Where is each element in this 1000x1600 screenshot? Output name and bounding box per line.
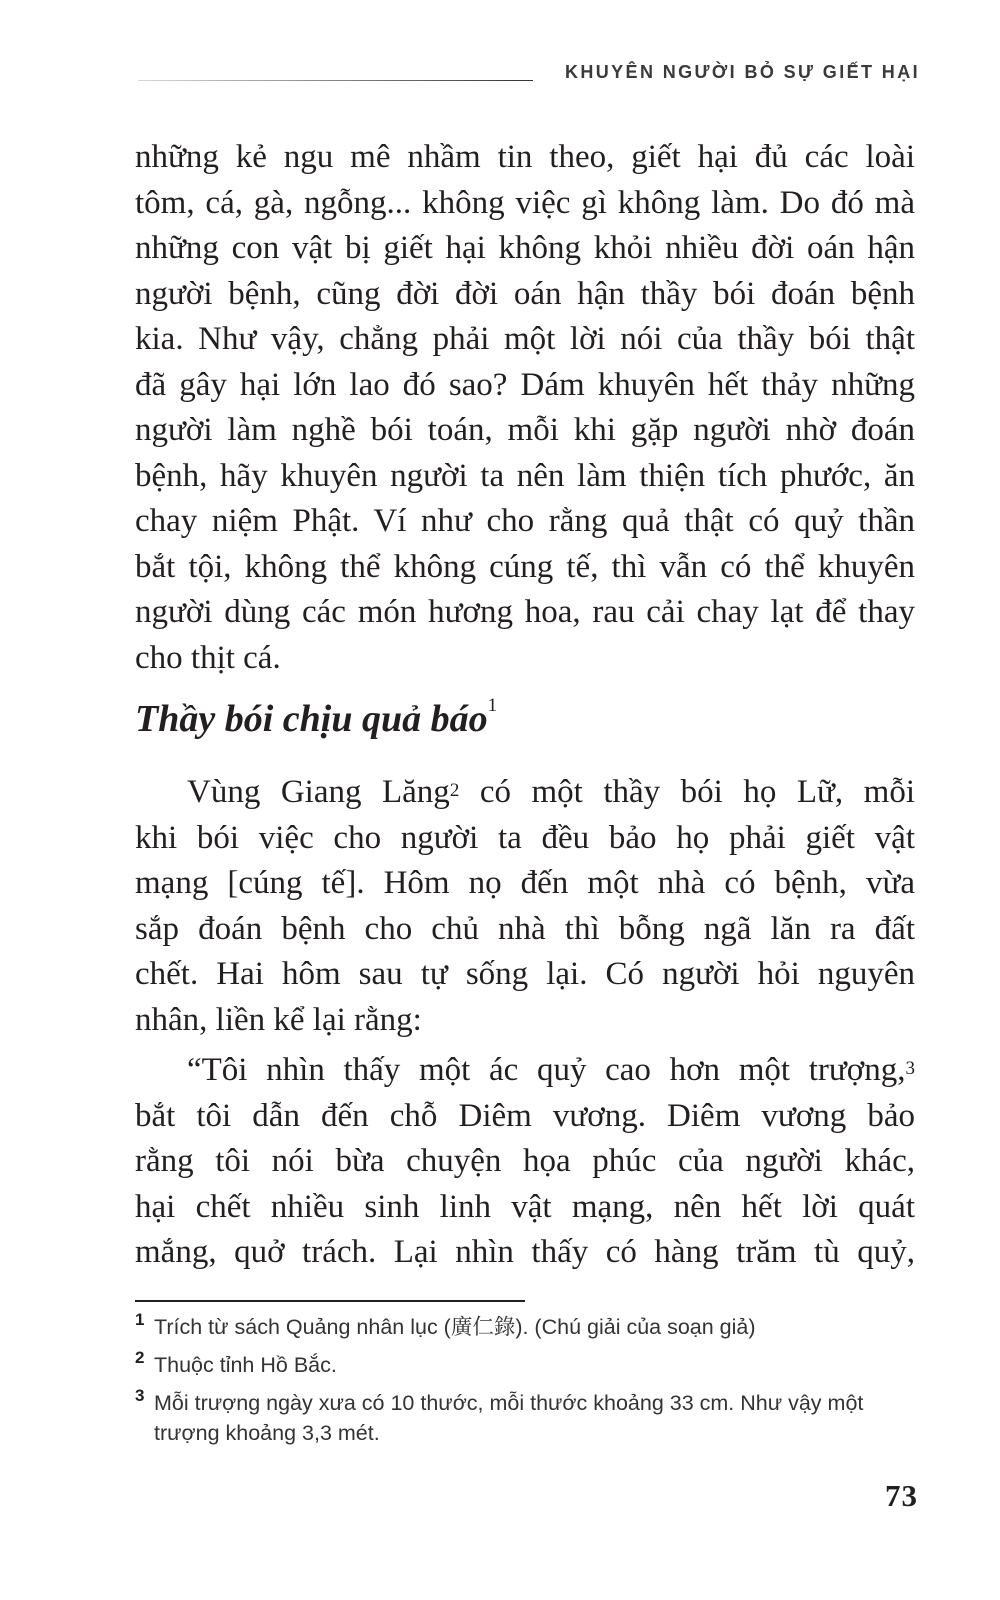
text-line: người bệnh, cũng đời đời oán hận thầy bói đoán bệnh: [135, 275, 915, 312]
heading-text: Thầy bói chịu quả báo: [135, 698, 488, 740]
footnote-number: 2: [135, 1348, 145, 1367]
text-line: người dùng các món hương hoa, rau cải chay lạt để thay: [135, 594, 915, 630]
text-line: những kẻ ngu mê nhầm tin theo, giết hại đủ các loài: [135, 139, 915, 175]
running-header: [138, 62, 920, 90]
page-number: 73: [885, 1478, 918, 1513]
text-line: khi bói việc cho người ta đều bảo họ phải giết vật: [135, 819, 915, 856]
paragraph-1: [135, 135, 915, 681]
text-fragment: “Tôi nhìn thấy một ác quỷ cao hơn một trượng,: [187, 1052, 906, 1088]
footnote: [135, 1388, 915, 1448]
text-line: bệnh, hãy khuyên người ta nên làm thiện tích phước, ăn: [135, 457, 915, 494]
footnote: [135, 1350, 915, 1380]
text-line: những con vật bị giết hại không khỏi nhiều đời oán hận: [135, 230, 915, 266]
footnote-number: 1: [135, 1310, 145, 1329]
footnote: [135, 1312, 915, 1342]
paragraph-3: [135, 1048, 915, 1276]
text-line: hại chết nhiều sinh linh vật mạng, nên hết lời quát: [135, 1188, 915, 1225]
text-line: kia. Như vậy, chẳng phải một lời nói của thầy bói thật: [135, 321, 915, 357]
footnote-ref-3: 3: [905, 1058, 915, 1079]
text-line: cho thịt cá.: [135, 639, 281, 676]
text-fragment: có một thầy bói họ Lữ, mỗi: [459, 774, 915, 810]
text-line: mắng, quở trách. Lại nhìn thấy có hàng trăm tù quỷ,: [135, 1234, 915, 1270]
text-line: người làm nghề bói toán, mỗi khi gặp người nhờ đoán: [135, 412, 915, 448]
footnote-text: Thuộc tỉnh Hồ Bắc.: [154, 1353, 337, 1377]
text-line: bắt tội, không thể không cúng tế, thì vẫn có thể khuyên: [135, 548, 915, 585]
text-fragment: Vùng Giang Lăng: [187, 774, 450, 810]
text-line: [135, 770, 915, 816]
footnote-text: Mỗi trượng ngày xưa có 10 thước, mỗi thước khoảng 33 cm. Như vậy một trượng khoảng 3,3 mét.: [154, 1391, 864, 1445]
footnote-divider: [135, 1300, 525, 1302]
text-line: bắt tôi dẫn đến chỗ Diêm vương. Diêm vương bảo: [135, 1097, 915, 1134]
text-line: chết. Hai hôm sau tự sống lại. Có người hỏi nguyên: [135, 956, 915, 992]
footnote-text: Trích từ sách Quảng nhân lục (廣仁錄). (Chú giải của soạn giả): [154, 1315, 756, 1339]
paragraph-2: [135, 770, 915, 1043]
text-line: chay niệm Phật. Ví như cho rằng quả thật có quỷ thần: [135, 503, 915, 539]
text-line: đã gây hại lớn lao đó sao? Dám khuyên hết thảy những: [135, 366, 915, 403]
header-rule: [138, 80, 533, 81]
footnote-ref-1: 1: [487, 695, 498, 716]
footnote-ref-2: 2: [449, 780, 460, 801]
text-line: nhân, liền kể lại rằng:: [135, 1001, 422, 1038]
text-line: mạng [cúng tế]. Hôm nọ đến một nhà có bệnh, vừa: [135, 865, 915, 901]
section-heading: [135, 697, 497, 741]
text-line: [135, 1048, 915, 1094]
footnotes: [135, 1312, 915, 1456]
text-line: rằng tôi nói bừa chuyện họa phúc của người khác,: [135, 1143, 915, 1179]
text-line: tôm, cá, gà, ngỗng... không việc gì không làm. Do đó mà: [135, 184, 915, 221]
running-head-title: KHUYÊN NGƯỜI BỎ SỰ GIẾT HẠI: [564, 62, 920, 82]
text-line: sắp đoán bệnh cho chủ nhà thì bỗng ngã lăn ra đất: [135, 910, 915, 947]
footnote-number: 3: [135, 1386, 145, 1405]
